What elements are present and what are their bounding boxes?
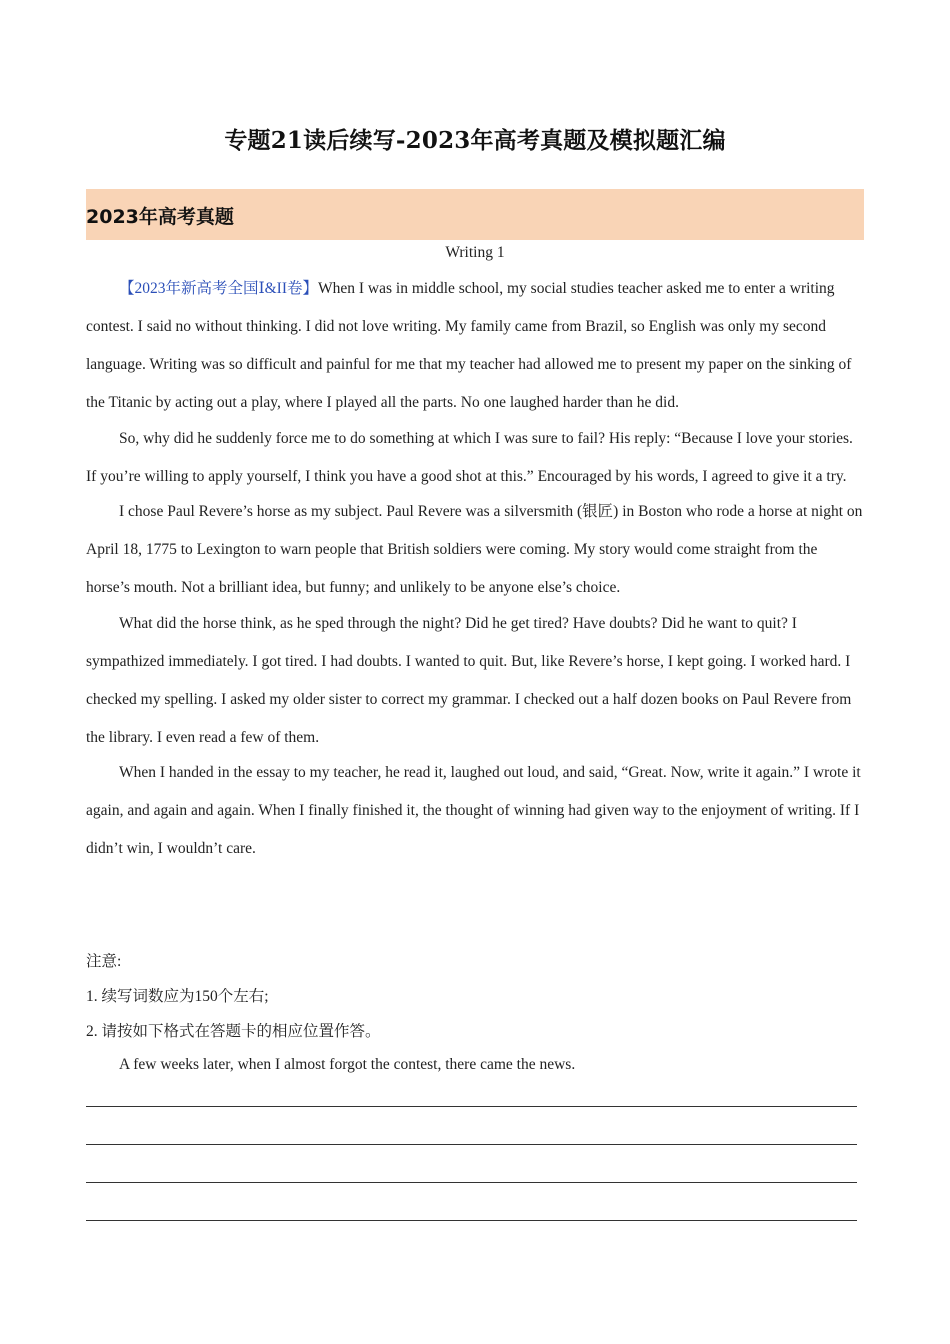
continuation-start-sentence: A few weeks later, when I almost forgot the contest, there came the news. bbox=[119, 1056, 576, 1073]
answer-line[interactable] bbox=[86, 1144, 857, 1145]
passage-paragraph-4: What did the horse think, as he sped through the night? Did he get tired? Have doubts? Did he want to quit? I sympathized immediately. I got tired. I had doubts. I wanted to quit. But, like Revere’s horse, I kept going. I worked hard. I checked my spelling. I asked my older sister to correct my grammar. I checked out a half dozen books on Paul Revere from the library. I even read a few of them. bbox=[86, 614, 852, 746]
passage bbox=[86, 270, 864, 868]
source-tag: 【2023年新高考全国Ⅰ&II卷】 bbox=[119, 280, 319, 297]
section-heading: 2023年高考真题 bbox=[86, 206, 234, 228]
notes-block bbox=[86, 944, 864, 1049]
passage-paragraph-3: I chose Paul Revere’s horse as my subject. Paul Revere was a silversmith (银匠) in Boston who rode a horse at night on April 18, 1775 to Lexington to warn people that British soldiers were coming. My story would come straight from the horse’s mouth. Not a brilliant idea, but funny; and unlikely to be anyone else’s choice. bbox=[86, 503, 863, 596]
passage-paragraph-5: When I handed in the essay to my teacher, he read it, laughed out loud, and said, “Great. Now, write it again.” I wrote it again, and again and again. When I finally finished it, the thought of winning had given way to the enjoyment of writing. If I didn’t win, I wouldn’t care. bbox=[86, 764, 861, 857]
passage-paragraph-2: So, why did he suddenly force me to do something at which I was sure to fail? His reply: “Because I love your stories. If you’re willing to apply yourself, I think you have a good shot at this.” Encouraged by his words, I agreed to give it a try. bbox=[86, 429, 853, 485]
note-item-1: 1. 续写词数应为150个左右; bbox=[86, 988, 269, 1005]
answer-line[interactable] bbox=[86, 1106, 857, 1107]
note-item-2: 2. 请按如下格式在答题卡的相应位置作答。 bbox=[86, 1023, 381, 1040]
passage-paragraph-1 bbox=[86, 270, 864, 422]
answer-line[interactable] bbox=[86, 1182, 857, 1183]
document-title: 专题21读后续写-2023年高考真题及模拟题汇编 bbox=[224, 127, 726, 154]
paragraph-text: When I was in middle school, my social studies teacher asked me to enter a writing contest. I said no without thinking. I did not love writing. My family came from Brazil, so English was only my second language. Writing was so difficult and painful for me that my teacher had allowed me to present my paper on the sinking of the Titanic by acting out a play, where I played all the parts. No one laughed harder than he did. bbox=[86, 280, 852, 411]
notes-heading: 注意: bbox=[86, 953, 122, 970]
answer-line[interactable] bbox=[86, 1220, 857, 1221]
section-heading-band bbox=[86, 189, 864, 240]
writing-label: Writing 1 bbox=[445, 244, 505, 261]
